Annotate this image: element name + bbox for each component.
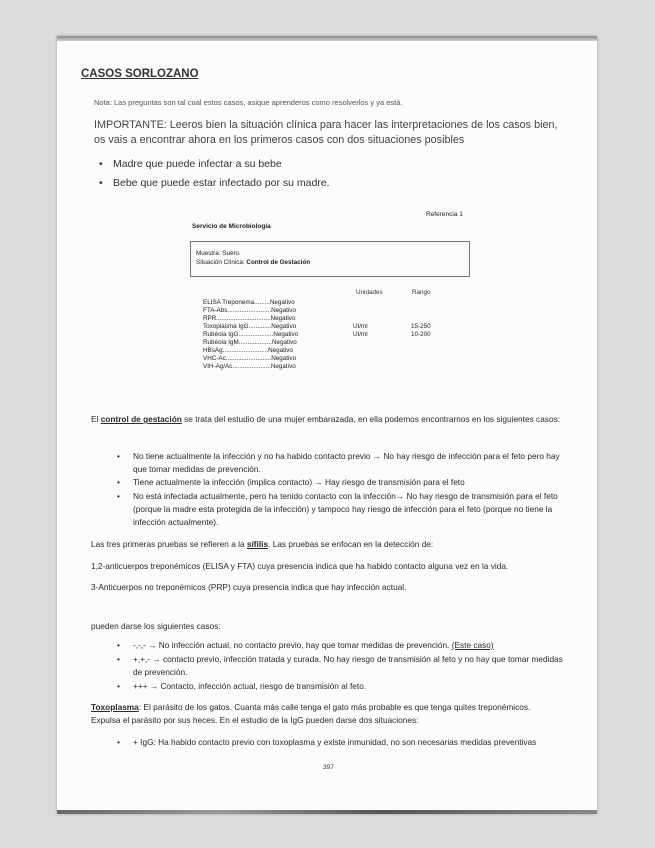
list-item: • No está infectada actualmente, pero ha tenido contacto con la infección→ No hay riesgo de transmisión para el feto (porque la madre esta protegida de la infección) y tampoco hay riesgo de infección para el feto (porque no tiene la infección actualmente). xyxy=(117,491,558,527)
test-row: Rubéola IgM...................Negativo xyxy=(203,339,297,346)
test-row: ELISA Treponema.........Negativo xyxy=(203,299,295,306)
toxoplasma-paragraph: Toxoplasma: El parásito de los gatos. Cuanta más calle tenga el gato más probable es que tenga quites treponémicos. Expulsa el parásito por sus heces. En el estudio de la IgG pueden darse dos situaciones: xyxy=(91,702,531,725)
important-text: IMPORTANTE: Leeros bien la situación clínica para hacer las interpretaciones de los casos bien, os vais a encontrar ahora en los primeros casos con dos situaciones posibles xyxy=(94,119,558,146)
clinical-situation: Situación Clínica: Control de Gestación xyxy=(196,259,311,266)
list-item: • Tiene actualmente la infección (implica contacto) → Hay riesgo de transmisión para el feto xyxy=(117,477,465,487)
units-header: Unidades xyxy=(356,289,383,296)
list-item: • +++ → Contacto, infección actual, riesgo de transmisión al feto. xyxy=(117,681,367,691)
scan-top-edge xyxy=(57,36,597,41)
syphilis-paragraph: Las tres primeras pruebas se refieren a la sífilis. Las pruebas se enfocan en la detección de: xyxy=(91,539,434,549)
list-item: • -,-,- → No infección actual, no contacto previo, hay que tomar medidas de prevención. (Este caso) xyxy=(117,640,494,650)
range-header: Rango xyxy=(412,289,431,296)
bullet-icon: • xyxy=(117,654,120,664)
page-number: 397 xyxy=(323,764,334,771)
non-treponemic-paragraph: 3-Anticuerpos no treponémicos (PRP) cuya presencia indica que hay infección actual. xyxy=(91,582,407,592)
test-row: HBsAg..........................Negativo xyxy=(203,347,293,354)
test-row: VHC-Ac..........................Negativo xyxy=(203,355,297,362)
test-row: Toxoplasma IgG.............Negativo xyxy=(203,323,297,330)
note-text: Nota: Las preguntas son tal cual estos casos, asique aprenderos como resolverlos y ya está. xyxy=(94,98,403,107)
test-range: 10-200 xyxy=(411,331,431,338)
list-item: • No tiene actualmente la infección y no ha habido contacto previo → No hay riesgo de infección para el feto pero hay que tomar medidas de prevención. xyxy=(117,451,560,474)
bullet-icon: • xyxy=(117,737,120,747)
test-row: Rubéola IgG....................Negativo xyxy=(203,331,299,338)
bullet-icon: • xyxy=(117,491,120,501)
bullet-icon: • xyxy=(99,158,103,170)
list-item: • +,+,- → contacto previo, infección tratada y curada. No hay riesgo de transmisión al feto y no hay que tomar medidas de prevención. xyxy=(117,654,563,677)
reference-label: Referencia 1 xyxy=(426,211,463,218)
test-row: FTA-Abs.........................Negativo xyxy=(203,307,296,314)
test-row: VIH-Ag/Ac......................Negativo xyxy=(203,363,296,370)
bullet-icon: • xyxy=(117,451,120,461)
gestation-paragraph: El control de gestación se trata del estudio de una mujer embarazada, en ella podemos encontrarnos en los siguientes casos: xyxy=(91,414,561,424)
list-item: • + IgG: Ha habido contacto previo con toxoplasma y existe inmunidad, no son necesarias medidas preventivas xyxy=(117,737,537,747)
list-item: • Madre que puede infectar a su bebe xyxy=(99,158,282,170)
test-range: 15-250 xyxy=(411,323,431,330)
bullet-icon: • xyxy=(117,477,120,487)
service-title: Servicio de Microbiología xyxy=(192,223,271,230)
scan-bottom-edge xyxy=(57,810,597,814)
sample-text: Muestra: Suero. xyxy=(196,250,241,257)
treponemic-paragraph: 1,2-anticuerpos treponémicos (ELISA y FTA) cuya presencia indica que ha habido contacto alguna vez en la vida. xyxy=(91,561,509,571)
cases-intro: pueden darse los siguientes casos: xyxy=(91,621,221,631)
test-units: UI/ml xyxy=(353,323,368,330)
test-units: UI/ml xyxy=(353,331,368,338)
bullet-icon: • xyxy=(117,640,120,650)
list-item: • Bebe que puede estar infectado por su madre. xyxy=(99,177,330,189)
bullet-icon: • xyxy=(99,177,103,189)
bullet-icon: • xyxy=(117,681,120,691)
document-title: CASOS SORLOZANO xyxy=(81,68,199,80)
test-row: RPR...............................Negativo xyxy=(203,315,296,322)
document-page xyxy=(57,36,597,814)
